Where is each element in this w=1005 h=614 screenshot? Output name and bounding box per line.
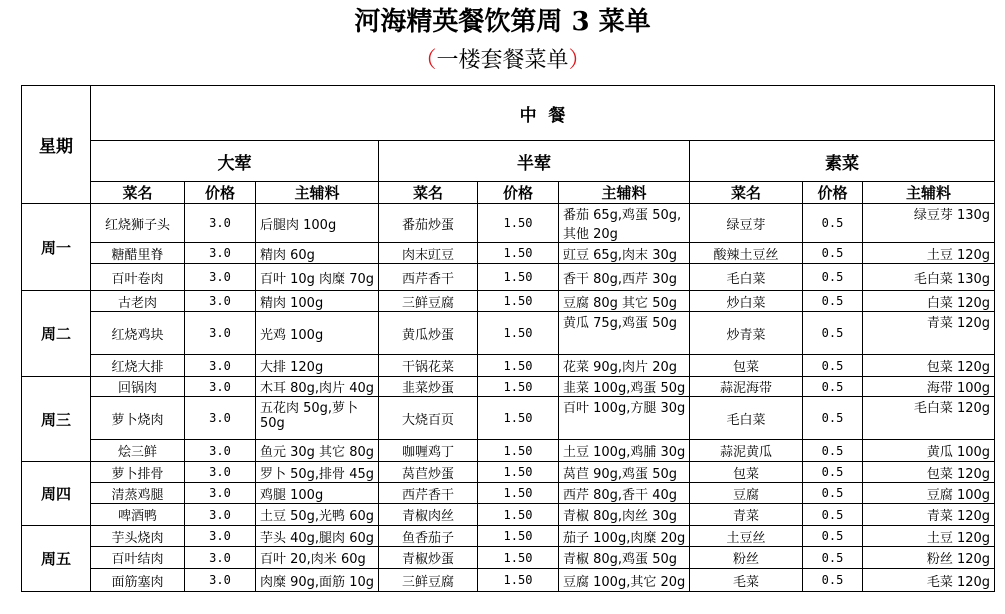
ingredients-line: 莴苣 90g,鸡蛋 50g <box>563 466 677 482</box>
dish-price-sucai: 0.5 <box>803 204 863 243</box>
table-row <box>22 377 995 397</box>
dish-name-banhun: 黄瓜炒蛋 <box>379 312 478 355</box>
dish-ingredients-dahun: 精肉 60g <box>256 243 379 264</box>
dish-price-banhun: 1.50 <box>478 312 559 355</box>
dish-ingredients-dahun: 后腿肉 100g <box>256 204 379 243</box>
dish-price-sucai: 0.5 <box>803 291 863 312</box>
ingredients-line: 香干 80g,西芹 30g <box>563 271 677 287</box>
dish-name-dahun: 红烧大排 <box>91 355 185 377</box>
ingredients-line: 茄子 100g,肉糜 20g <box>563 530 686 546</box>
dish-ingredients-sucai: 毛白菜 130g <box>863 264 995 291</box>
ingredients-line: 五花肉 50g,萝卜 <box>260 401 359 416</box>
ingredients-line: 番茄 65g,鸡蛋 50g, <box>563 208 682 223</box>
menu-body <box>22 204 995 592</box>
dish-price-sucai: 0.5 <box>803 547 863 569</box>
dish-ingredients-sucai: 白菜 120g <box>863 291 995 312</box>
dish-name-sucai: 炒青菜 <box>690 312 803 355</box>
dish-name-dahun: 百叶结肉 <box>91 547 185 569</box>
dish-name-dahun: 面筋塞肉 <box>91 569 185 592</box>
dish-ingredients-banhun <box>559 312 690 355</box>
header-row-meal <box>22 86 995 141</box>
dish-ingredients-sucai: 青菜 120g <box>863 504 995 526</box>
dish-ingredients-banhun <box>559 243 690 264</box>
table-row <box>22 504 995 526</box>
document-title: 河海精英餐饮第周 3 菜单 <box>354 7 651 37</box>
col-header-ingredients: 主辅料 <box>863 182 995 204</box>
subtitle-text: 一楼套餐菜单 <box>436 48 569 73</box>
ingredients-line: 黄瓜 75g,鸡蛋 50g <box>563 316 677 331</box>
dish-name-sucai: 蒜泥海带 <box>690 377 803 397</box>
dish-name-banhun: 鱼香茄子 <box>379 526 478 547</box>
day-column-header: 星期 <box>22 86 91 204</box>
dish-name-dahun: 烩三鲜 <box>91 440 185 462</box>
dish-ingredients-banhun <box>559 355 690 377</box>
day-label: 周四 <box>22 462 91 526</box>
dish-name-dahun: 红烧狮子头 <box>91 204 185 243</box>
ingredients-line: 青椒 80g,肉丝 30g <box>563 509 677 524</box>
dish-price-banhun: 1.50 <box>478 355 559 377</box>
dish-price-banhun: 1.50 <box>478 291 559 312</box>
dish-ingredients-sucai: 土豆 120g <box>863 526 995 547</box>
dish-name-sucai: 毛白菜 <box>690 397 803 440</box>
day-label: 周一 <box>22 204 91 291</box>
table-row <box>22 462 995 483</box>
dish-price-banhun: 1.50 <box>478 440 559 462</box>
dish-price-sucai: 0.5 <box>803 377 863 397</box>
dish-price-sucai: 0.5 <box>803 526 863 547</box>
dish-price-banhun: 1.50 <box>478 526 559 547</box>
dish-price-dahun: 3.0 <box>185 569 256 592</box>
dish-price-dahun: 3.0 <box>185 264 256 291</box>
dish-price-sucai: 0.5 <box>803 264 863 291</box>
dish-name-dahun: 啤酒鸭 <box>91 504 185 526</box>
dish-ingredients-sucai: 土豆 120g <box>863 243 995 264</box>
col-header-name: 菜名 <box>379 182 478 204</box>
table-row <box>22 204 995 243</box>
meal-header: 中 餐 <box>91 86 995 141</box>
dish-name-dahun: 芋头烧肉 <box>91 526 185 547</box>
dish-name-dahun: 百叶卷肉 <box>91 264 185 291</box>
dish-name-banhun: 青椒炒蛋 <box>379 547 478 569</box>
table-row <box>22 440 995 462</box>
dish-ingredients-sucai: 毛菜 120g <box>863 569 995 592</box>
dish-name-banhun: 咖喱鸡丁 <box>379 440 478 462</box>
dish-price-banhun: 1.50 <box>478 547 559 569</box>
ingredients-line: 百叶 100g,方腿 30g <box>563 401 686 416</box>
dish-price-dahun: 3.0 <box>185 462 256 483</box>
col-header-name: 菜名 <box>91 182 185 204</box>
dish-price-sucai: 0.5 <box>803 355 863 377</box>
col-header-price: 价格 <box>803 182 863 204</box>
dish-ingredients-dahun: 肉糜 90g,面筋 10g <box>256 569 379 592</box>
dish-price-banhun: 1.50 <box>478 243 559 264</box>
col-header-price: 价格 <box>185 182 256 204</box>
dish-price-dahun: 3.0 <box>185 526 256 547</box>
dish-price-sucai: 0.5 <box>803 504 863 526</box>
col-header-price: 价格 <box>478 182 559 204</box>
dish-name-banhun: 大烧百页 <box>379 397 478 440</box>
ingredients-line: 青椒 80g,鸡蛋 50g <box>563 552 677 567</box>
dish-ingredients-banhun <box>559 526 690 547</box>
dish-name-banhun: 干锅花菜 <box>379 355 478 377</box>
dish-ingredients-dahun: 木耳 80g,肉片 40g <box>256 377 379 397</box>
dish-ingredients-dahun: 芋头 40g,腿肉 60g <box>256 526 379 547</box>
ingredients-line: 其他 20g <box>563 227 618 242</box>
dish-price-banhun: 1.50 <box>478 204 559 243</box>
dish-name-sucai: 豆腐 <box>690 483 803 504</box>
dish-name-sucai: 包菜 <box>690 355 803 377</box>
day-label: 周二 <box>22 291 91 377</box>
dish-ingredients-banhun <box>559 483 690 504</box>
dish-name-sucai: 毛菜 <box>690 569 803 592</box>
table-row <box>22 355 995 377</box>
dish-name-dahun: 古老肉 <box>91 291 185 312</box>
dish-price-dahun: 3.0 <box>185 204 256 243</box>
dish-price-banhun: 1.50 <box>478 483 559 504</box>
ingredients-line: 西芹 80g,香干 40g <box>563 487 677 503</box>
dish-ingredients-sucai: 青菜 120g <box>863 312 995 355</box>
table-row <box>22 569 995 592</box>
dish-price-banhun: 1.50 <box>478 397 559 440</box>
dish-ingredients-banhun <box>559 504 690 526</box>
dish-name-dahun: 红烧鸡块 <box>91 312 185 355</box>
dish-price-dahun: 3.0 <box>185 355 256 377</box>
header-row-columns <box>22 182 995 204</box>
dish-ingredients-sucai: 毛白菜 120g <box>863 397 995 440</box>
dish-price-dahun: 3.0 <box>185 504 256 526</box>
dish-ingredients-sucai: 海带 100g <box>863 377 995 397</box>
dish-name-sucai: 包菜 <box>690 462 803 483</box>
dish-price-sucai: 0.5 <box>803 569 863 592</box>
dish-price-sucai: 0.5 <box>803 462 863 483</box>
dish-name-sucai: 土豆丝 <box>690 526 803 547</box>
dish-name-banhun: 三鲜豆腐 <box>379 569 478 592</box>
table-row <box>22 291 995 312</box>
dish-name-sucai: 毛白菜 <box>690 264 803 291</box>
dish-name-dahun: 回锅肉 <box>91 377 185 397</box>
subtitle-close-paren: ） <box>568 48 591 73</box>
dish-ingredients-dahun: 百叶 20,肉米 60g <box>256 547 379 569</box>
ingredients-line: 50g <box>260 416 285 431</box>
day-label: 周五 <box>22 526 91 592</box>
dish-ingredients-banhun <box>559 547 690 569</box>
table-row <box>22 264 995 291</box>
ingredients-line: 韭菜 100g,鸡蛋 50g <box>563 381 686 396</box>
dish-name-dahun: 清蒸鸡腿 <box>91 483 185 504</box>
dish-name-banhun: 三鲜豆腐 <box>379 291 478 312</box>
ingredients-line: 土豆 100g,鸡脯 30g <box>563 445 686 460</box>
dish-price-dahun: 3.0 <box>185 440 256 462</box>
dish-price-banhun: 1.50 <box>478 377 559 397</box>
dish-price-banhun: 1.50 <box>478 462 559 483</box>
dish-name-sucai: 青菜 <box>690 504 803 526</box>
dish-price-banhun: 1.50 <box>478 504 559 526</box>
dish-name-banhun: 韭菜炒蛋 <box>379 377 478 397</box>
table-row <box>22 243 995 264</box>
subtitle-open-paren: （ <box>414 48 437 73</box>
dish-ingredients-dahun: 罗卜 50g,排骨 45g <box>256 462 379 483</box>
dish-price-banhun: 1.50 <box>478 264 559 291</box>
dish-price-dahun: 3.0 <box>185 377 256 397</box>
dish-ingredients-banhun <box>559 440 690 462</box>
dish-name-sucai: 粉丝 <box>690 547 803 569</box>
dish-price-dahun: 3.0 <box>185 291 256 312</box>
dish-name-sucai: 酸辣土豆丝 <box>690 243 803 264</box>
dish-ingredients-banhun <box>559 204 690 243</box>
dish-name-sucai: 绿豆芽 <box>690 204 803 243</box>
dish-ingredients-banhun <box>559 377 690 397</box>
ingredients-line: 豆腐 100g,其它 20g <box>563 574 686 590</box>
dish-ingredients-dahun <box>256 397 379 440</box>
dish-price-dahun: 3.0 <box>185 483 256 504</box>
dish-ingredients-sucai: 包菜 120g <box>863 355 995 377</box>
dish-price-banhun: 1.50 <box>478 569 559 592</box>
dish-name-banhun: 番茄炒蛋 <box>379 204 478 243</box>
menu-table <box>21 85 995 592</box>
dish-name-sucai: 炒白菜 <box>690 291 803 312</box>
col-header-ingredients: 主辅料 <box>256 182 379 204</box>
dish-ingredients-banhun <box>559 569 690 592</box>
dish-name-dahun: 糖醋里脊 <box>91 243 185 264</box>
dish-name-dahun: 萝卜排骨 <box>91 462 185 483</box>
dish-price-sucai: 0.5 <box>803 243 863 264</box>
dish-name-banhun: 莴苣炒蛋 <box>379 462 478 483</box>
category-header-dahun: 大荤 <box>91 141 379 182</box>
dish-name-sucai: 蒜泥黄瓜 <box>690 440 803 462</box>
dish-price-sucai: 0.5 <box>803 440 863 462</box>
col-header-ingredients: 主辅料 <box>559 182 690 204</box>
table-row <box>22 547 995 569</box>
dish-ingredients-dahun: 光鸡 100g <box>256 312 379 355</box>
header-row-categories <box>22 141 995 182</box>
dish-price-sucai: 0.5 <box>803 397 863 440</box>
dish-price-sucai: 0.5 <box>803 483 863 504</box>
document-subtitle <box>0 46 1005 76</box>
dish-ingredients-sucai: 包菜 120g <box>863 462 995 483</box>
dish-name-dahun: 萝卜烧肉 <box>91 397 185 440</box>
dish-ingredients-dahun: 精肉 100g <box>256 291 379 312</box>
dish-price-sucai: 0.5 <box>803 312 863 355</box>
dish-price-dahun: 3.0 <box>185 547 256 569</box>
dish-price-dahun: 3.0 <box>185 312 256 355</box>
day-label: 周三 <box>22 377 91 462</box>
col-header-name: 菜名 <box>690 182 803 204</box>
dish-name-banhun: 西芹香干 <box>379 264 478 291</box>
table-row <box>22 397 995 440</box>
dish-price-dahun: 3.0 <box>185 243 256 264</box>
dish-ingredients-banhun <box>559 397 690 440</box>
dish-ingredients-sucai: 豆腐 100g <box>863 483 995 504</box>
dish-ingredients-dahun: 百叶 10g 肉糜 70g <box>256 264 379 291</box>
dish-name-banhun: 青椒肉丝 <box>379 504 478 526</box>
table-row <box>22 312 995 355</box>
dish-price-dahun: 3.0 <box>185 397 256 440</box>
ingredients-line: 豆腐 80g 其它 50g <box>563 295 677 311</box>
dish-ingredients-sucai: 黄瓜 100g <box>863 440 995 462</box>
ingredients-line: 豇豆 65g,肉末 30g <box>563 247 677 263</box>
table-row <box>22 526 995 547</box>
category-header-sucai: 素菜 <box>690 141 995 182</box>
dish-ingredients-dahun: 鱼元 30g 其它 80g <box>256 440 379 462</box>
dish-ingredients-sucai: 绿豆芽 130g <box>863 204 995 243</box>
dish-ingredients-banhun <box>559 291 690 312</box>
dish-name-banhun: 肉末豇豆 <box>379 243 478 264</box>
dish-ingredients-sucai: 粉丝 120g <box>863 547 995 569</box>
dish-ingredients-dahun: 土豆 50g,光鸭 60g <box>256 504 379 526</box>
dish-ingredients-dahun: 鸡腿 100g <box>256 483 379 504</box>
dish-ingredients-banhun <box>559 462 690 483</box>
table-row <box>22 483 995 504</box>
ingredients-line: 花菜 90g,肉片 20g <box>563 360 677 375</box>
dish-ingredients-banhun <box>559 264 690 291</box>
dish-ingredients-dahun: 大排 120g <box>256 355 379 377</box>
dish-name-banhun: 西芹香干 <box>379 483 478 504</box>
category-header-banhun: 半荤 <box>379 141 690 182</box>
